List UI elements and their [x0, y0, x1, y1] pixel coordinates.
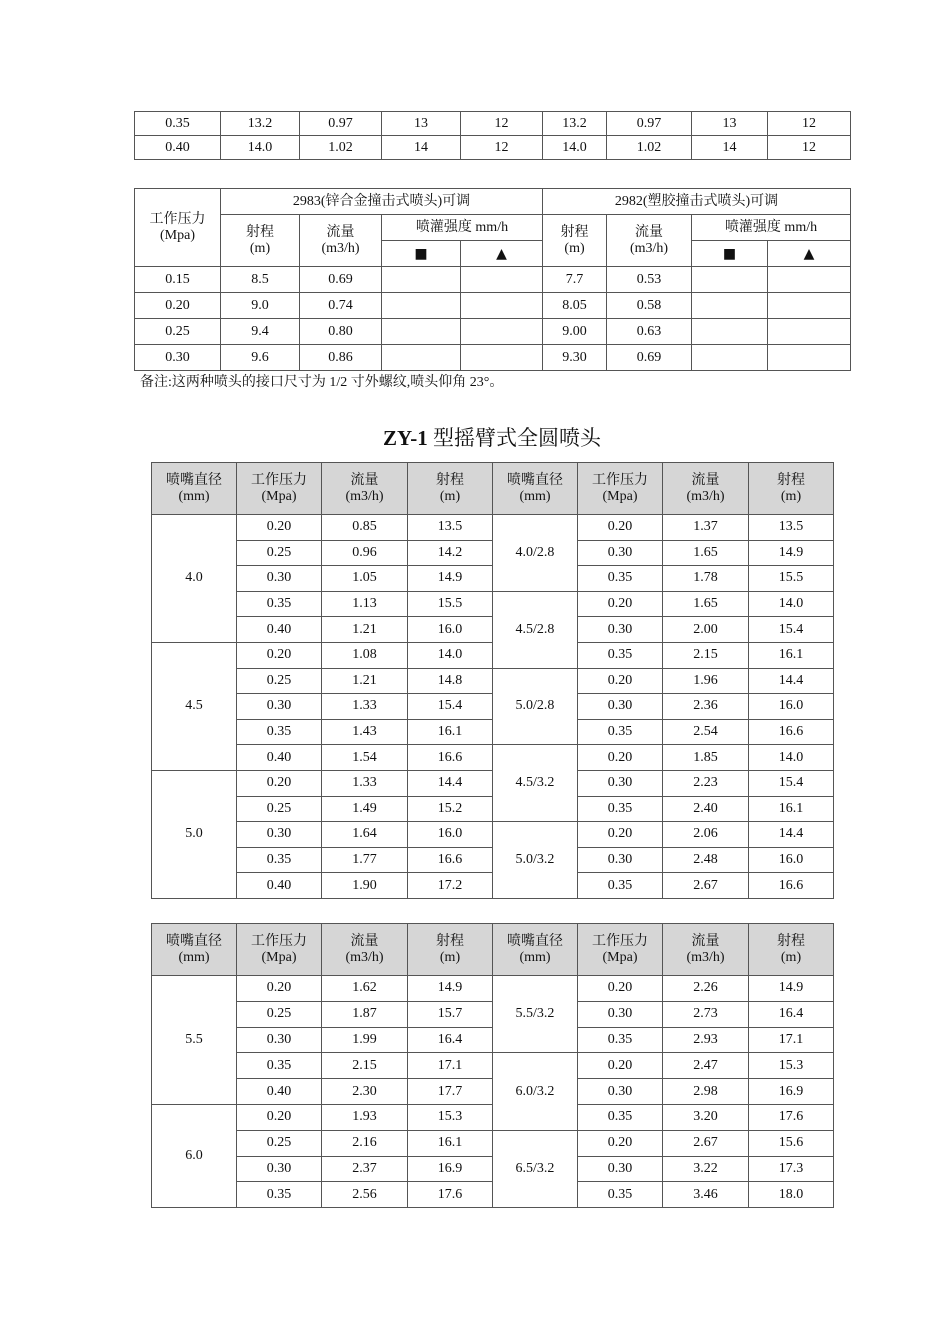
range-cell: 14.9 — [749, 976, 834, 1002]
range-cell: 14.8 — [408, 668, 493, 694]
pressure-cell: 0.20 — [578, 668, 663, 694]
flow-cell: 1.85 — [663, 745, 749, 771]
range-column-header: 射程 (m) — [408, 463, 493, 515]
table-cell: 0.58 — [607, 293, 692, 319]
flow-cell: 2.37 — [322, 1156, 408, 1182]
flow-cell: 1.54 — [322, 745, 408, 771]
range-cell: 15.2 — [408, 796, 493, 822]
pressure-cell: 0.30 — [578, 1079, 663, 1105]
footnote: 备注:这两种喷头的接口尺寸为 1/2 寸外螺纹,喷头仰角 23°。 — [140, 375, 504, 390]
nozzle-diameter-cell: 5.5/3.2 — [493, 976, 578, 1053]
range-cell: 14.4 — [749, 668, 834, 694]
table-cell — [382, 319, 461, 345]
range-cell: 17.6 — [408, 1182, 493, 1208]
subheader-row — [135, 215, 851, 241]
pressure-cell: 0.25 — [237, 1001, 322, 1027]
group-header-row — [135, 189, 851, 215]
nozzle-diameter-cell: 4.0 — [152, 515, 237, 643]
flow-cell: 2.67 — [663, 1130, 749, 1156]
flow-cell: 2.26 — [663, 976, 749, 1002]
range-cell: 16.0 — [749, 694, 834, 720]
pressure-cell: 0.30 — [578, 847, 663, 873]
table-row — [152, 1053, 834, 1079]
pressure-cell: 0.40 — [237, 617, 322, 643]
table-cell — [692, 293, 768, 319]
nozzle-diameter-cell: 4.0/2.8 — [493, 515, 578, 592]
range-cell: 16.1 — [408, 719, 493, 745]
range-column-header: 射程 (m) — [408, 924, 493, 976]
pressure-cell: 0.30 — [237, 822, 322, 848]
pressure-cell: 0.35 — [578, 1182, 663, 1208]
intensity-header-left: 喷灌强度 mm/h — [382, 215, 543, 241]
range-cell: 14.9 — [749, 540, 834, 566]
pressure-cell: 0.25 — [237, 540, 322, 566]
pressure-cell: 0.30 — [578, 617, 663, 643]
pressure-cell: 0.40 — [237, 1079, 322, 1105]
range-cell: 16.0 — [408, 617, 493, 643]
rocker-table-1-body — [152, 515, 834, 899]
table-cell — [382, 293, 461, 319]
pressure-cell: 0.30 — [578, 770, 663, 796]
range-cell: 16.6 — [408, 847, 493, 873]
pressure-cell: 0.20 — [578, 591, 663, 617]
table-cell: 0.69 — [607, 345, 692, 371]
table-cell: 9.6 — [221, 345, 300, 371]
table-row — [152, 591, 834, 617]
table-cell — [692, 319, 768, 345]
table-row — [135, 136, 851, 160]
pressure-cell: 0.25 — [237, 1130, 322, 1156]
table-cell: 12 — [768, 112, 851, 136]
table-header — [152, 463, 834, 515]
pressure-cell: 0.30 — [578, 540, 663, 566]
nozzle-column-header: 喷嘴直径 (mm) — [493, 924, 578, 976]
flow-cell: 1.77 — [322, 847, 408, 873]
range-cell: 16.6 — [749, 719, 834, 745]
pressure-cell: 0.35 — [237, 1053, 322, 1079]
range-header-right: 射程 (m) — [543, 215, 607, 267]
pressure-cell: 0.30 — [237, 566, 322, 592]
flow-cell: 2.54 — [663, 719, 749, 745]
pressure-cell: 0.35 — [578, 719, 663, 745]
range-cell: 15.3 — [749, 1053, 834, 1079]
pressure-cell: 0.30 — [237, 1027, 322, 1053]
table-cell: 0.20 — [135, 293, 221, 319]
square-symbol-left: ■ — [382, 241, 461, 267]
triangle-symbol-right: ▲ — [768, 241, 851, 267]
flow-cell: 1.43 — [322, 719, 408, 745]
range-cell: 15.4 — [749, 617, 834, 643]
table-row — [135, 345, 851, 371]
flow-cell: 2.06 — [663, 822, 749, 848]
continuation-table — [134, 111, 851, 160]
table-row — [135, 293, 851, 319]
table-cell: 0.97 — [300, 112, 382, 136]
pressure-cell: 0.35 — [578, 642, 663, 668]
table-cell: 14 — [382, 136, 461, 160]
table-cell — [692, 345, 768, 371]
nozzle-diameter-cell: 6.0 — [152, 1104, 237, 1207]
nozzle-diameter-cell: 4.5/2.8 — [493, 591, 578, 668]
pressure-cell: 0.25 — [237, 668, 322, 694]
pressure-header — [135, 189, 221, 267]
range-cell: 14.0 — [749, 591, 834, 617]
pressure-cell: 0.35 — [237, 847, 322, 873]
table-cell — [461, 293, 543, 319]
pressure-cell: 0.30 — [578, 1001, 663, 1027]
pressure-cell: 0.35 — [578, 796, 663, 822]
flow-cell: 2.15 — [322, 1053, 408, 1079]
table-cell: 7.7 — [543, 267, 607, 293]
flow-cell: 3.20 — [663, 1104, 749, 1130]
table-cell: 13 — [692, 112, 768, 136]
flow-cell: 1.96 — [663, 668, 749, 694]
table-cell: 9.30 — [543, 345, 607, 371]
table-cell — [461, 345, 543, 371]
pressure-cell: 0.35 — [578, 1104, 663, 1130]
table-cell: 12 — [461, 112, 543, 136]
flow-cell: 1.49 — [322, 796, 408, 822]
table-cell — [382, 345, 461, 371]
nozzle-diameter-cell: 6.5/3.2 — [493, 1130, 578, 1207]
pressure-cell: 0.40 — [237, 745, 322, 771]
table-cell: 0.63 — [607, 319, 692, 345]
pressure-column-header: 工作压力 (Mpa) — [578, 924, 663, 976]
table-cell: 14.0 — [543, 136, 607, 160]
nozzle-diameter-cell: 5.0/3.2 — [493, 822, 578, 899]
pressure-column-header: 工作压力 (Mpa) — [237, 463, 322, 515]
pressure-unit: (Mpa) — [160, 227, 195, 243]
flow-cell: 0.96 — [322, 540, 408, 566]
table-cell — [461, 267, 543, 293]
pressure-label: 工作压力 — [149, 211, 206, 227]
range-cell: 17.1 — [408, 1053, 493, 1079]
table-row — [152, 1130, 834, 1156]
table-cell: 13.2 — [221, 112, 300, 136]
impact-sprinkler-body — [135, 267, 851, 371]
range-cell: 15.7 — [408, 1001, 493, 1027]
pressure-cell: 0.20 — [237, 515, 322, 541]
flow-cell: 2.00 — [663, 617, 749, 643]
flow-cell: 1.05 — [322, 566, 408, 592]
flow-column-header: 流量 (m3/h) — [322, 924, 408, 976]
table-cell: 0.80 — [300, 319, 382, 345]
flow-cell: 1.93 — [322, 1104, 408, 1130]
table-cell: 1.02 — [300, 136, 382, 160]
flow-cell: 1.90 — [322, 873, 408, 899]
table-cell: 12 — [461, 136, 543, 160]
range-cell: 17.2 — [408, 873, 493, 899]
table-cell: 0.74 — [300, 293, 382, 319]
pressure-cell: 0.20 — [578, 976, 663, 1002]
range-cell: 16.9 — [408, 1156, 493, 1182]
nozzle-diameter-cell: 6.0/3.2 — [493, 1053, 578, 1130]
pressure-cell: 0.20 — [237, 642, 322, 668]
nozzle-diameter-cell: 4.5/3.2 — [493, 745, 578, 822]
table-cell: 0.40 — [135, 136, 221, 160]
flow-cell: 2.47 — [663, 1053, 749, 1079]
range-cell: 16.1 — [408, 1130, 493, 1156]
table-row — [135, 319, 851, 345]
range-cell: 16.6 — [408, 745, 493, 771]
table-cell: 1.02 — [607, 136, 692, 160]
flow-cell: 1.65 — [663, 540, 749, 566]
flow-cell: 1.33 — [322, 770, 408, 796]
table-row — [135, 112, 851, 136]
range-cell: 16.6 — [749, 873, 834, 899]
pressure-cell: 0.35 — [578, 873, 663, 899]
flow-cell: 2.48 — [663, 847, 749, 873]
table-row — [152, 822, 834, 848]
pressure-cell: 0.25 — [237, 796, 322, 822]
range-cell: 16.9 — [749, 1079, 834, 1105]
table-cell: 8.5 — [221, 267, 300, 293]
table-cell — [768, 267, 851, 293]
range-cell: 14.9 — [408, 566, 493, 592]
pressure-cell: 0.20 — [578, 745, 663, 771]
flow-cell: 1.62 — [322, 976, 408, 1002]
range-cell: 14.0 — [749, 745, 834, 771]
nozzle-column-header: 喷嘴直径 (mm) — [493, 463, 578, 515]
pressure-cell: 0.40 — [237, 873, 322, 899]
table-cell: 0.69 — [300, 267, 382, 293]
range-cell: 15.5 — [749, 566, 834, 592]
range-cell: 14.9 — [408, 976, 493, 1002]
table-cell — [768, 345, 851, 371]
pressure-cell: 0.20 — [237, 976, 322, 1002]
title-text: 型摇臂式全圆喷头 — [427, 426, 601, 450]
flow-cell: 2.23 — [663, 770, 749, 796]
range-cell: 16.4 — [749, 1001, 834, 1027]
table-cell — [768, 293, 851, 319]
nozzle-diameter-cell: 5.0/2.8 — [493, 668, 578, 745]
pressure-cell: 0.30 — [578, 694, 663, 720]
table-cell: 0.25 — [135, 319, 221, 345]
table-header — [152, 924, 834, 976]
flow-cell: 2.67 — [663, 873, 749, 899]
continuation-table-body — [135, 112, 851, 160]
range-cell: 16.0 — [749, 847, 834, 873]
square-symbol-right: ■ — [692, 241, 768, 267]
range-cell: 17.6 — [749, 1104, 834, 1130]
flow-cell: 2.15 — [663, 642, 749, 668]
range-cell: 14.4 — [749, 822, 834, 848]
pressure-cell: 0.20 — [578, 822, 663, 848]
flow-cell: 3.22 — [663, 1156, 749, 1182]
range-cell: 13.5 — [749, 515, 834, 541]
range-cell: 18.0 — [749, 1182, 834, 1208]
flow-cell: 2.98 — [663, 1079, 749, 1105]
pressure-cell: 0.35 — [578, 566, 663, 592]
impact-sprinkler-table — [134, 188, 851, 371]
table-cell — [461, 319, 543, 345]
table-cell: 14 — [692, 136, 768, 160]
flow-cell: 2.56 — [322, 1182, 408, 1208]
range-cell: 16.1 — [749, 642, 834, 668]
flow-column-header: 流量 (m3/h) — [663, 924, 749, 976]
range-column-header: 射程 (m) — [749, 463, 834, 515]
table-cell: 13 — [382, 112, 461, 136]
table-cell: 0.30 — [135, 345, 221, 371]
range-cell: 17.7 — [408, 1079, 493, 1105]
pressure-cell: 0.20 — [237, 770, 322, 796]
range-cell: 15.5 — [408, 591, 493, 617]
flow-cell: 1.87 — [322, 1001, 408, 1027]
range-cell: 17.1 — [749, 1027, 834, 1053]
header-row — [152, 924, 834, 976]
flow-cell: 1.65 — [663, 591, 749, 617]
table-cell: 0.15 — [135, 267, 221, 293]
nozzle-column-header: 喷嘴直径 (mm) — [152, 924, 237, 976]
table-cell: 13.2 — [543, 112, 607, 136]
table-cell — [382, 267, 461, 293]
flow-cell: 2.16 — [322, 1130, 408, 1156]
pressure-cell: 0.20 — [578, 1053, 663, 1079]
table-cell: 9.0 — [221, 293, 300, 319]
range-cell: 16.0 — [408, 822, 493, 848]
table-cell: 0.35 — [135, 112, 221, 136]
flow-cell: 2.93 — [663, 1027, 749, 1053]
pressure-cell: 0.35 — [237, 719, 322, 745]
flow-cell: 2.30 — [322, 1079, 408, 1105]
pressure-column-header: 工作压力 (Mpa) — [237, 924, 322, 976]
flow-cell: 1.08 — [322, 642, 408, 668]
pressure-cell: 0.35 — [237, 591, 322, 617]
nozzle-column-header: 喷嘴直径 (mm) — [152, 463, 237, 515]
range-cell: 13.5 — [408, 515, 493, 541]
flow-cell: 1.78 — [663, 566, 749, 592]
rocker-table-2-body — [152, 976, 834, 1208]
flow-cell: 1.33 — [322, 694, 408, 720]
range-cell: 14.4 — [408, 770, 493, 796]
table-cell: 12 — [768, 136, 851, 160]
range-header-left: 射程 (m) — [221, 215, 300, 267]
pressure-cell: 0.30 — [578, 1156, 663, 1182]
table-row — [152, 515, 834, 541]
table-row — [152, 745, 834, 771]
range-cell: 16.4 — [408, 1027, 493, 1053]
range-cell: 15.6 — [749, 1130, 834, 1156]
pressure-cell: 0.20 — [578, 1130, 663, 1156]
range-cell: 14.2 — [408, 540, 493, 566]
table-row — [135, 267, 851, 293]
flow-cell: 1.13 — [322, 591, 408, 617]
flow-cell: 0.85 — [322, 515, 408, 541]
range-cell: 15.4 — [408, 694, 493, 720]
flow-column-header: 流量 (m3/h) — [322, 463, 408, 515]
pressure-cell: 0.35 — [237, 1182, 322, 1208]
table-cell: 9.00 — [543, 319, 607, 345]
range-cell: 17.3 — [749, 1156, 834, 1182]
flow-cell: 2.36 — [663, 694, 749, 720]
table-cell: 9.4 — [221, 319, 300, 345]
table-row — [152, 976, 834, 1002]
range-cell: 15.4 — [749, 770, 834, 796]
table-cell: 0.97 — [607, 112, 692, 136]
flow-cell: 1.21 — [322, 617, 408, 643]
flow-cell: 1.99 — [322, 1027, 408, 1053]
rocker-sprinkler-table-2 — [151, 923, 834, 1208]
table-cell — [768, 319, 851, 345]
table-row — [152, 668, 834, 694]
pressure-cell: 0.30 — [237, 694, 322, 720]
flow-cell: 3.46 — [663, 1182, 749, 1208]
flow-cell: 1.64 — [322, 822, 408, 848]
group-left-header: 2983(锌合金撞击式喷头)可调 — [221, 189, 543, 215]
pressure-cell: 0.20 — [578, 515, 663, 541]
pressure-column-header: 工作压力 (Mpa) — [578, 463, 663, 515]
flow-cell: 1.37 — [663, 515, 749, 541]
triangle-symbol-left: ▲ — [461, 241, 543, 267]
table-cell: 14.0 — [221, 136, 300, 160]
title-model: ZY-1 — [383, 426, 428, 450]
range-cell: 16.1 — [749, 796, 834, 822]
pressure-cell: 0.35 — [578, 1027, 663, 1053]
range-column-header: 射程 (m) — [749, 924, 834, 976]
flow-header-left: 流量 (m3/h) — [300, 215, 382, 267]
header-row — [152, 463, 834, 515]
table-cell: 0.86 — [300, 345, 382, 371]
flow-cell: 2.40 — [663, 796, 749, 822]
flow-column-header: 流量 (m3/h) — [663, 463, 749, 515]
pressure-cell: 0.30 — [237, 1156, 322, 1182]
intensity-header-right: 喷灌强度 mm/h — [692, 215, 851, 241]
table-cell: 0.53 — [607, 267, 692, 293]
nozzle-diameter-cell: 5.5 — [152, 976, 237, 1105]
pressure-cell: 0.20 — [237, 1104, 322, 1130]
nozzle-diameter-cell: 4.5 — [152, 642, 237, 770]
nozzle-diameter-cell: 5.0 — [152, 770, 237, 898]
table-cell: 8.05 — [543, 293, 607, 319]
group-right-header: 2982(塑胶撞击式喷头)可调 — [543, 189, 851, 215]
rocker-sprinkler-table-1 — [151, 462, 834, 899]
range-cell: 15.3 — [408, 1104, 493, 1130]
table-cell — [692, 267, 768, 293]
flow-cell: 1.21 — [322, 668, 408, 694]
flow-cell: 2.73 — [663, 1001, 749, 1027]
flow-header-right: 流量 (m3/h) — [607, 215, 692, 267]
range-cell: 14.0 — [408, 642, 493, 668]
section-title — [0, 422, 950, 452]
